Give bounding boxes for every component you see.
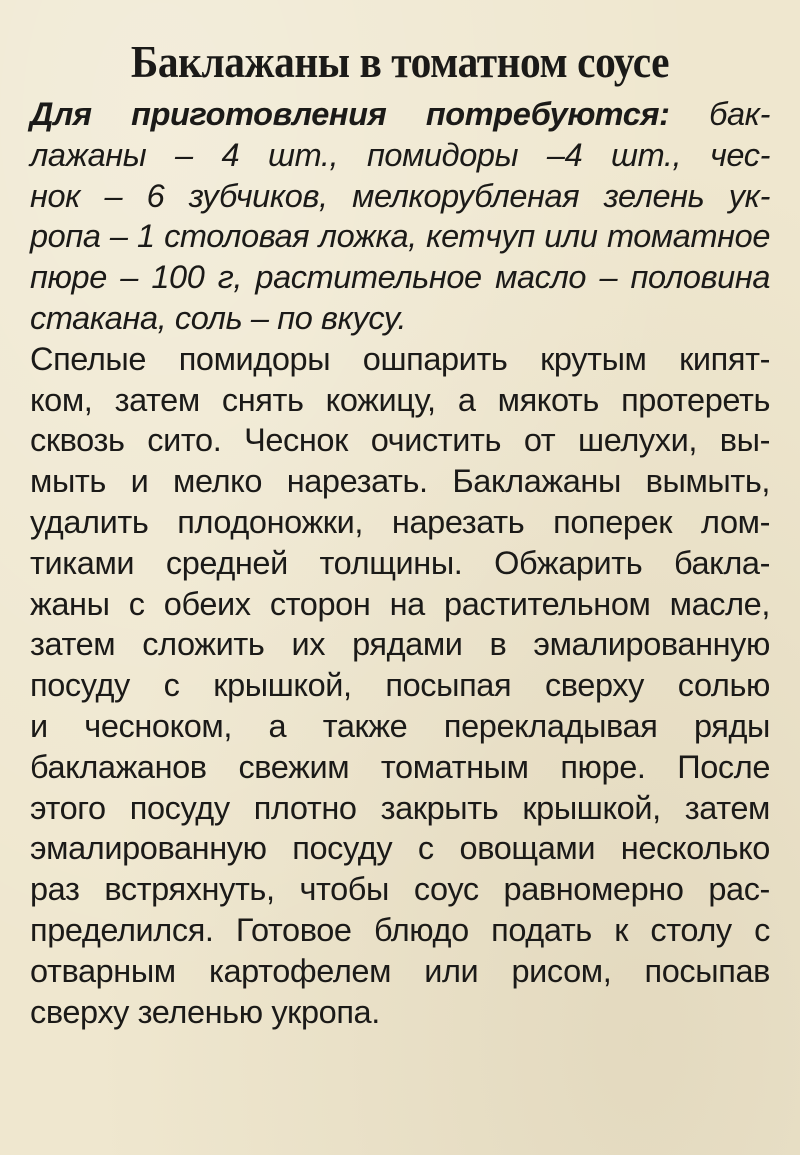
method-line: баклажанов свежим томатным пюре. После: [30, 748, 770, 785]
ingredients-line: [30, 94, 770, 135]
method-line: раз встряхнуть, чтобы соус равномерно рас-: [30, 871, 770, 908]
ingredients-line-text: бак-: [709, 96, 770, 132]
ingredients-paragraph: [30, 94, 770, 339]
method-line: сверху зеленью укропа.: [30, 993, 380, 1030]
method-line: жаны с обеих сторон на растительном масле,: [30, 585, 770, 622]
ingredients-line: пюре – 100 г, растительное масло – половина: [30, 259, 770, 296]
method-line: удалить плодоножки, нарезать поперек лом-: [30, 503, 770, 540]
method-line: тиками средней толщины. Обжарить бакла-: [30, 544, 770, 581]
method-line: посуду с крышкой, посыпая сверху солью: [30, 667, 770, 704]
ingredients-lead: Для приготовления потребуются:: [30, 96, 670, 132]
method-line: этого посуду плотно закрыть крышкой, затем: [30, 789, 770, 826]
method-line: Спелые помидоры ошпарить крутым кипят-: [30, 340, 770, 377]
ingredients-line: ропа – 1 столовая ложка, кетчуп или томатное: [30, 218, 770, 255]
recipe-title: Баклажаны в томатном соусе: [130, 36, 670, 87]
method-line: отварным картофелем или рисом, посыпав: [30, 952, 770, 989]
method-line: затем сложить их рядами в эмалированную: [30, 626, 770, 663]
method-line: мыть и мелко нарезать. Баклажаны вымыть,: [30, 463, 770, 500]
method-line: и чесноком, а также перекладывая ряды: [30, 707, 770, 744]
method-paragraph: [30, 339, 770, 1033]
method-line: ком, затем снять кожицу, а мякоть протереть: [30, 381, 770, 418]
method-line: сквозь сито. Чеснок очистить от шелухи, вы-: [30, 422, 770, 459]
ingredients-line: стакана, соль – по вкусу.: [30, 299, 407, 336]
method-line: эмалированную посуду с овощами несколько: [30, 830, 770, 867]
ingredients-line: лажаны – 4 шт., помидоры –4 шт., чес-: [30, 136, 770, 173]
ingredients-line: нок – 6 зубчиков, мелкорубленая зелень ук-: [30, 177, 770, 214]
method-line: пределился. Готовое блюдо подать к столу с: [30, 911, 770, 948]
